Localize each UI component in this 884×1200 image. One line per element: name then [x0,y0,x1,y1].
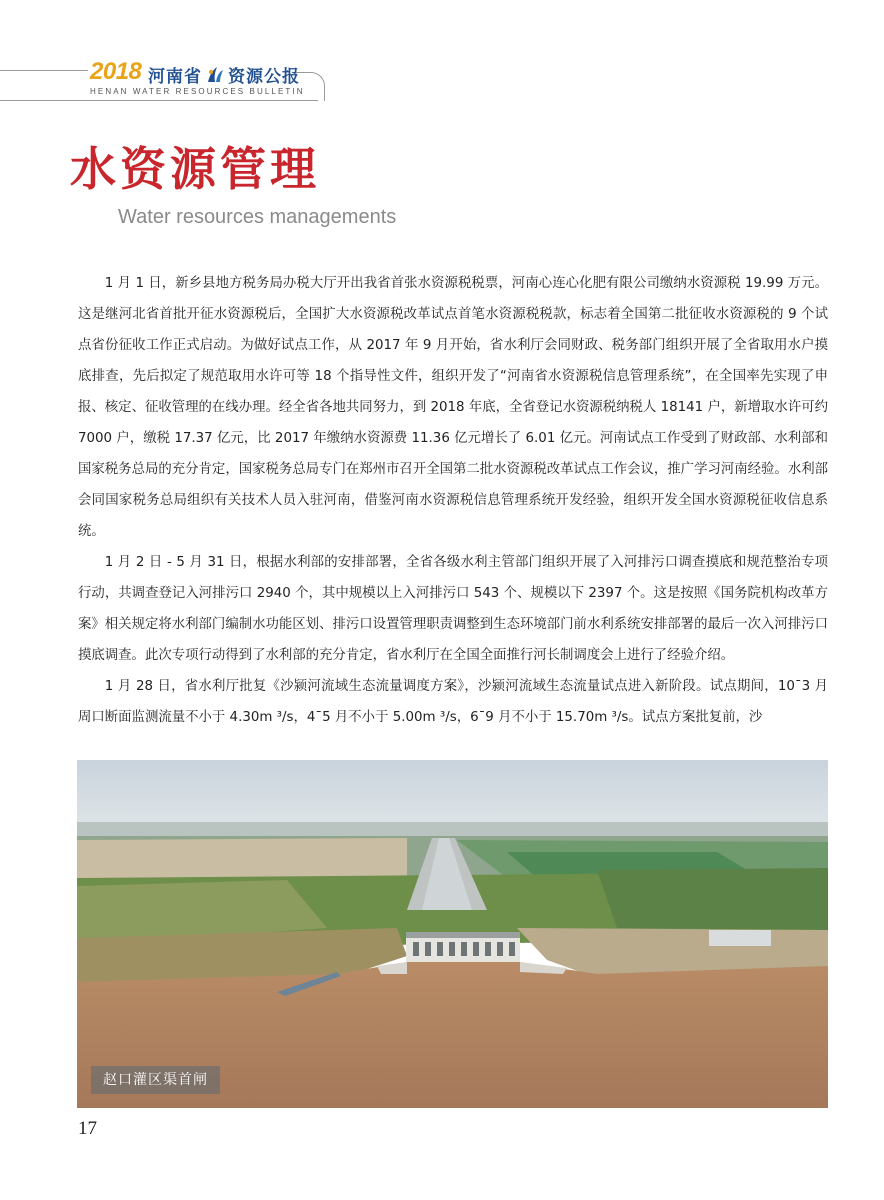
header-title [148,62,300,87]
paragraph-ecological-flow: 1 月 28 日，省水利厅批复《沙颍河流域生态流量调度方案》，沙颍河流域生态流量试点进入新阶段。试点期间，10¯3 月周口断面监测流量不小于 4.30m ³/s，4¯5 月不小于 5.00m ³/s，6¯9 月不小于 15.70m ³/s。试点方案批复前，沙 [78,679,828,725]
paragraph-sewage-outlets: 1 月 2 日 - 5 月 31 日，根据水利部的安排部署，全省各级水利主管部门组织开展了入河排污口调查摸底和规范整治专项行动，共调查登记入河排污口 2940 个，其中规模以上入河排污口 543 个、规模以下 2397 个。这是按照《国务院机构改革方案》相关规定将水利部门编制水功能区划、排污口设置管理职责调整到生态环境部门前水利系统安排部署的最后一次入河排污口摸底调查。此次专项行动得到了水利部的充分肯定，省水利厅在全国全面推行河长制调度会上进行了经验介绍。 [78,555,828,663]
paragraph-water-tax: 1 月 1 日，新乡县地方税务局办税大厅开出我省首张水资源税税票，河南心连心化肥有限公司缴纳水资源税 19.99 万元。这是继河北省首批开征水资源税后，全国扩大水资源税改革试点首笔水资源税税款，标志着全国第二批征收水资源税的 9 个试点省份征收工作正式启动。为做好试点工作，从 2017 年 9 月开始，省水利厅会同财政、税务部门组织开展了全省取用水户摸底排查，先后拟定了规范取用水许可等 18 个指导性文件，组织开发了“河南省水资源税信息管理系统”，在全国率先实现了申报、核定、征收管理的在线办理。经全省各地共同努力，到 2018 年底，全省登记水资源税纳税人 18141 户，新增取水许可约 7000 户，缴税 17.37 亿元，比 2017 年缴纳水资源费 11.36 亿元增长了 6.01 亿元。河南试点工作受到了财政部、水利部和国家税务总局的充分肯定，国家税务总局专门在郑州市召开全国第二批水资源税改革试点工作会议，推广学习河南经验。水利部会同国家税务总局组织有关技术人员入驻河南，借鉴河南水资源税信息管理系统开发经验，组织开发全国水资源税征收信息系统。 [78,276,828,539]
water-drop-icon [204,64,226,86]
header-rule-top [0,70,88,71]
section-title: 水资源管理 [70,142,320,196]
header-subtitle-en: HENAN WATER RESOURCES BULLETIN [90,87,305,96]
photo-sluice-gate [77,760,828,1108]
header-title-part2: 资源公报 [228,67,300,87]
header-rule-bottom [0,100,318,101]
article-body [78,268,828,733]
header-title-part1: 河南省 [148,67,202,87]
bulletin-header [0,52,330,104]
header-year: 2018 [90,58,142,85]
section-subtitle: Water resources managements [118,206,397,228]
page-number: 17 [78,1118,97,1139]
photo-caption: 赵口灌区渠首闸 [91,1066,220,1094]
